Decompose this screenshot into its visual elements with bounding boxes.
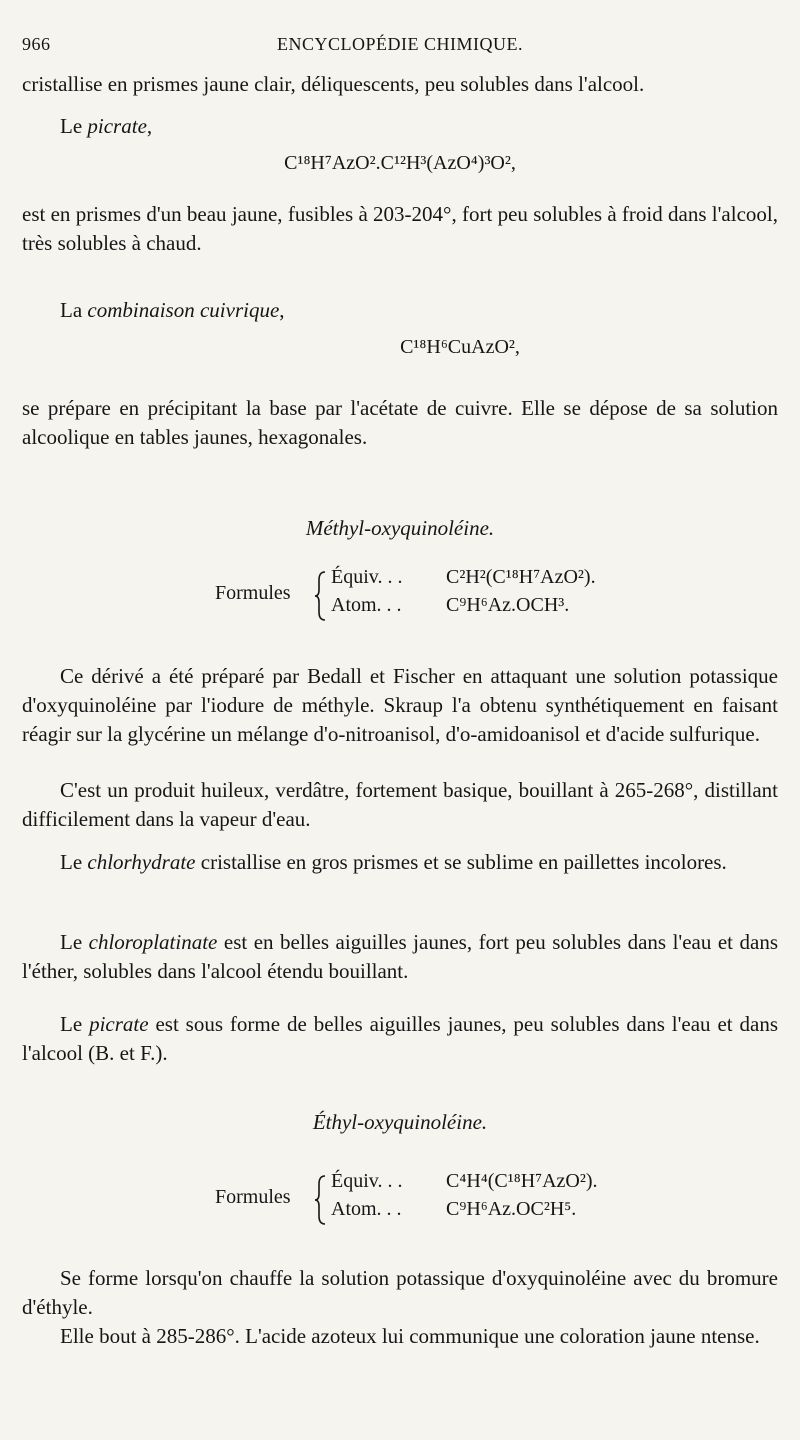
- paragraph-methyl-preparation: Ce dérivé a été préparé par Bedall et Fischer en attaquant une solution potassique d'oxyquinoléine par l'iodure de méthyle. Skraup l'a obtenu synthétiquement en faisant réagir sur la glycérine un mélange d'o-nitroanisol, d'o-amidoanisol et d'acide sulfurique.: [22, 664, 778, 746]
- paragraph-picrate-description: est en prismes d'un beau jaune, fusibles à 203-204°, fort peu solubles à froid dans l'alcool, très solubles à chaud.: [22, 202, 778, 255]
- formula-atom-value: C⁹H⁶Az.OCH³.: [446, 594, 570, 616]
- formulas-label: Formules: [215, 582, 291, 604]
- formula-row-atom: Atom. . . C⁹H⁶Az.OCH³.: [331, 594, 570, 616]
- paragraph-ethyl-formation: Se forme lorsqu'on chauffe la solution potassique d'oxyquinoléine avec du bromure d'éthyle.: [22, 1266, 778, 1319]
- paragraph-methyl-picrate: Le picrate est sous forme de belles aiguilles jaunes, peu solubles dans l'eau et dans l'alcool (B. et F.).: [22, 1012, 778, 1065]
- formulas-label-2: Formules: [215, 1186, 291, 1208]
- formula-row-atom-2: Atom. . . C⁹H⁶Az.OC²H⁵.: [331, 1198, 577, 1220]
- term-chlorhydrate: chlorhydrate: [87, 850, 196, 874]
- section-heading-ethyl: Éthyl-oxyquinoléine.: [312, 1110, 488, 1134]
- brace-icon: [315, 1174, 327, 1226]
- term-picrate-2: picrate: [89, 1012, 149, 1036]
- formula-picrate: C¹⁸H⁷AzO².C¹²H³(AzO⁴)³O²,: [284, 152, 516, 174]
- term-picrate: picrate: [87, 114, 147, 138]
- paragraph-picrate-intro: Le picrate,: [60, 114, 153, 138]
- paragraph-continuation: cristallise en prismes jaune clair, déliquescents, peu solubles dans l'alcool.: [22, 72, 645, 96]
- page-header: [22, 34, 778, 64]
- paragraph-ethyl-properties: Elle bout à 285-286°. L'acide azoteux lui communique une coloration jaune ntense.: [60, 1324, 760, 1348]
- section-heading-methyl: Méthyl-oxyquinoléine.: [305, 516, 495, 540]
- formula-row-equiv-2: Équiv. . . C⁴H⁴(C¹⁸H⁷AzO²).: [331, 1170, 598, 1192]
- paragraph-chloroplatinate: Le chloroplatinate est en belles aiguilles jaunes, fort peu solubles dans l'eau et dans l'éther, solubles dans l'alcool étendu bouillant.: [22, 930, 778, 983]
- formula-equiv-value: C²H²(C¹⁸H⁷AzO²).: [446, 566, 596, 588]
- term-copper-combination: combinaison cuivrique: [87, 298, 280, 322]
- paragraph-chlorhydrate: Le chlorhydrate cristallise en gros prismes et se sublime en paillettes incolores.: [60, 850, 727, 874]
- formula-equiv-value-2: C⁴H⁴(C¹⁸H⁷AzO²).: [446, 1170, 598, 1192]
- paragraph-copper-intro: La combinaison cuivrique,: [60, 298, 285, 322]
- formula-row-equiv: Équiv. . . C²H²(C¹⁸H⁷AzO²).: [331, 566, 596, 588]
- formula-atom-value-2: C⁹H⁶Az.OC²H⁵.: [446, 1198, 577, 1220]
- paragraph-copper-description: se prépare en précipitant la base par l'acétate de cuivre. Elle se dépose de sa solution alcoolique en tables jaunes, hexagonales.: [22, 396, 778, 449]
- formula-block-methyl: [215, 566, 635, 626]
- running-title: ENCYCLOPÉDIE CHIMIQUE.: [277, 34, 523, 54]
- paragraph-methyl-properties: C'est un produit huileux, verdâtre, fortement basique, bouillant à 265-268°, distillant difficilement dans la vapeur d'eau.: [22, 778, 778, 831]
- formula-copper: C¹⁸H⁶CuAzO²,: [400, 336, 520, 358]
- brace-icon: [315, 570, 327, 622]
- term-chloroplatinate: chloroplatinate: [88, 930, 218, 954]
- formula-block-ethyl: [215, 1170, 635, 1230]
- page-number: 966: [22, 34, 51, 54]
